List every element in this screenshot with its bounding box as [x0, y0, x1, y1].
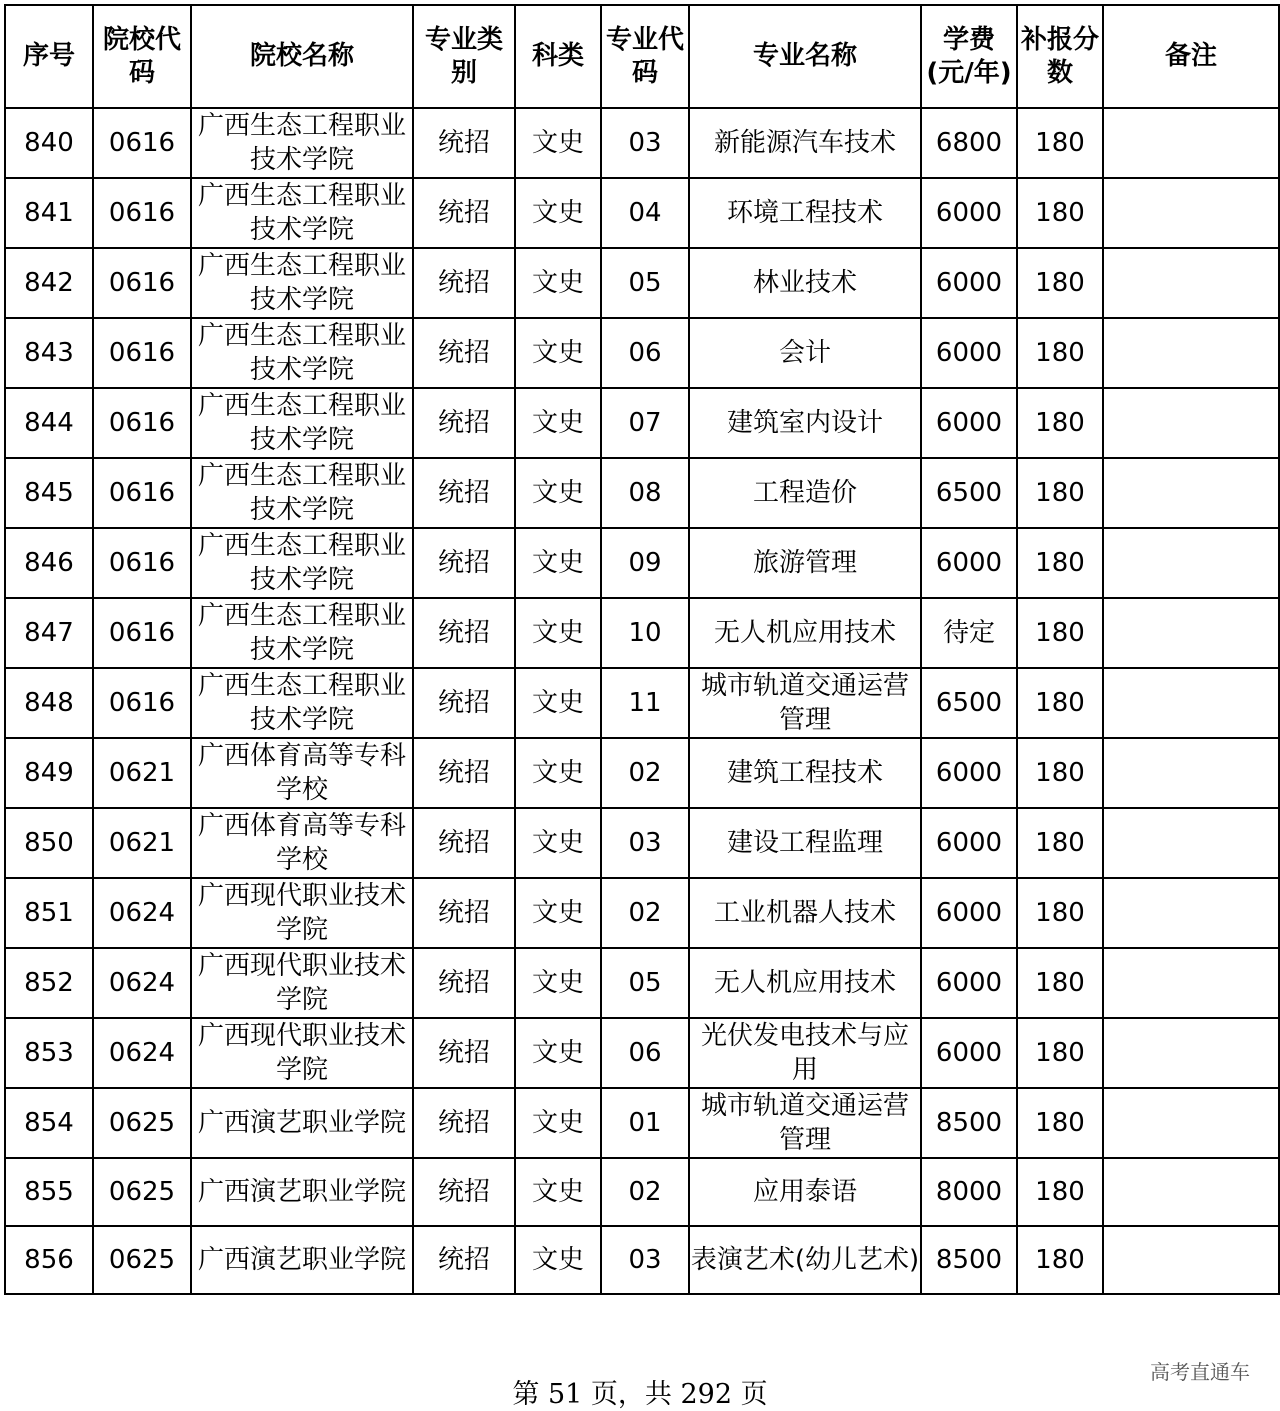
- cell-subject: 文史: [515, 318, 601, 388]
- cell-seq: 844: [5, 388, 93, 458]
- cell-score: 180: [1017, 458, 1103, 528]
- cell-tuition: 6500: [921, 668, 1017, 738]
- cell-seq: 851: [5, 878, 93, 948]
- cell-category: 统招: [413, 528, 515, 598]
- header-school-name: 院校名称: [191, 5, 413, 108]
- cell-seq: 845: [5, 458, 93, 528]
- cell-school-name: 广西现代职业技术学院: [191, 878, 413, 948]
- cell-school-code: 0616: [93, 458, 191, 528]
- cell-major-name: 林业技术: [689, 248, 921, 318]
- cell-major-code: 08: [601, 458, 689, 528]
- cell-score: 180: [1017, 528, 1103, 598]
- cell-score: 180: [1017, 738, 1103, 808]
- cell-major-code: 04: [601, 178, 689, 248]
- cell-school-name: 广西生态工程职业技术学院: [191, 108, 413, 178]
- cell-tuition: 6000: [921, 248, 1017, 318]
- cell-school-name: 广西生态工程职业技术学院: [191, 388, 413, 458]
- table-row: [5, 318, 1279, 388]
- cell-remark: [1103, 248, 1279, 318]
- cell-remark: [1103, 1226, 1279, 1294]
- cell-seq: 852: [5, 948, 93, 1018]
- cell-school-name: 广西现代职业技术学院: [191, 1018, 413, 1088]
- cell-tuition: 6800: [921, 108, 1017, 178]
- cell-school-code: 0616: [93, 248, 191, 318]
- table-row: [5, 668, 1279, 738]
- cell-tuition: 6000: [921, 878, 1017, 948]
- table-row: [5, 388, 1279, 458]
- cell-major-name: 应用泰语: [689, 1158, 921, 1226]
- header-subject: 科类: [515, 5, 601, 108]
- cell-school-name: 广西体育高等专科学校: [191, 738, 413, 808]
- table-row: [5, 1158, 1279, 1226]
- cell-subject: 文史: [515, 1226, 601, 1294]
- cell-category: 统招: [413, 318, 515, 388]
- cell-subject: 文史: [515, 1088, 601, 1158]
- cell-category: 统招: [413, 388, 515, 458]
- cell-score: 180: [1017, 948, 1103, 1018]
- cell-remark: [1103, 598, 1279, 668]
- cell-major-code: 10: [601, 598, 689, 668]
- cell-seq: 847: [5, 598, 93, 668]
- table-row: [5, 528, 1279, 598]
- cell-category: 统招: [413, 1158, 515, 1226]
- cell-category: 统招: [413, 248, 515, 318]
- cell-remark: [1103, 1088, 1279, 1158]
- cell-school-code: 0621: [93, 738, 191, 808]
- cell-school-name: 广西生态工程职业技术学院: [191, 528, 413, 598]
- cell-major-code: 02: [601, 738, 689, 808]
- cell-score: 180: [1017, 668, 1103, 738]
- cell-score: 180: [1017, 178, 1103, 248]
- cell-major-name: 无人机应用技术: [689, 948, 921, 1018]
- cell-major-code: 03: [601, 1226, 689, 1294]
- cell-category: 统招: [413, 738, 515, 808]
- table-row: [5, 878, 1279, 948]
- cell-school-name: 广西生态工程职业技术学院: [191, 248, 413, 318]
- cell-major-code: 02: [601, 878, 689, 948]
- cell-school-name: 广西演艺职业学院: [191, 1088, 413, 1158]
- cell-school-name: 广西生态工程职业技术学院: [191, 668, 413, 738]
- cell-remark: [1103, 108, 1279, 178]
- cell-school-code: 0616: [93, 108, 191, 178]
- cell-remark: [1103, 948, 1279, 1018]
- cell-score: 180: [1017, 598, 1103, 668]
- cell-seq: 843: [5, 318, 93, 388]
- cell-category: 统招: [413, 1226, 515, 1294]
- table-row: [5, 248, 1279, 318]
- cell-tuition: 6000: [921, 1018, 1017, 1088]
- cell-tuition: 6000: [921, 528, 1017, 598]
- cell-major-code: 03: [601, 108, 689, 178]
- cell-remark: [1103, 668, 1279, 738]
- cell-tuition: 6000: [921, 948, 1017, 1018]
- cell-major-code: 03: [601, 808, 689, 878]
- cell-score: 180: [1017, 1018, 1103, 1088]
- cell-tuition: 6000: [921, 388, 1017, 458]
- cell-tuition: 6000: [921, 178, 1017, 248]
- cell-category: 统招: [413, 598, 515, 668]
- cell-school-name: 广西生态工程职业技术学院: [191, 598, 413, 668]
- cell-school-name: 广西演艺职业学院: [191, 1158, 413, 1226]
- cell-school-name: 广西演艺职业学院: [191, 1226, 413, 1294]
- cell-score: 180: [1017, 388, 1103, 458]
- cell-school-name: 广西生态工程职业技术学院: [191, 458, 413, 528]
- cell-remark: [1103, 1018, 1279, 1088]
- cell-subject: 文史: [515, 108, 601, 178]
- cell-major-code: 07: [601, 388, 689, 458]
- cell-major-code: 11: [601, 668, 689, 738]
- cell-score: 180: [1017, 808, 1103, 878]
- cell-seq: 842: [5, 248, 93, 318]
- table-row: [5, 1018, 1279, 1088]
- cell-category: 统招: [413, 878, 515, 948]
- cell-school-code: 0616: [93, 318, 191, 388]
- cell-major-name: 无人机应用技术: [689, 598, 921, 668]
- cell-major-name: 会计: [689, 318, 921, 388]
- cell-tuition: 6000: [921, 318, 1017, 388]
- cell-major-code: 06: [601, 1018, 689, 1088]
- cell-major-name: 新能源汽车技术: [689, 108, 921, 178]
- header-row: [5, 5, 1279, 108]
- cell-remark: [1103, 878, 1279, 948]
- cell-major-name: 环境工程技术: [689, 178, 921, 248]
- cell-major-name: 建筑工程技术: [689, 738, 921, 808]
- cell-school-code: 0625: [93, 1158, 191, 1226]
- cell-score: 180: [1017, 1088, 1103, 1158]
- cell-school-code: 0625: [93, 1226, 191, 1294]
- cell-major-code: 09: [601, 528, 689, 598]
- cell-school-code: 0624: [93, 1018, 191, 1088]
- cell-category: 统招: [413, 178, 515, 248]
- cell-subject: 文史: [515, 248, 601, 318]
- cell-category: 统招: [413, 108, 515, 178]
- cell-major-name: 表演艺术(幼儿艺术): [689, 1226, 921, 1294]
- header-major-name: 专业名称: [689, 5, 921, 108]
- cell-school-code: 0616: [93, 598, 191, 668]
- header-school-code: 院校代码: [93, 5, 191, 108]
- cell-major-name: 光伏发电技术与应用: [689, 1018, 921, 1088]
- table-row: [5, 1226, 1279, 1294]
- cell-school-code: 0616: [93, 528, 191, 598]
- cell-category: 统招: [413, 808, 515, 878]
- table-row: [5, 1088, 1279, 1158]
- watermark: 高考直通车: [1150, 1360, 1250, 1384]
- table-row: [5, 108, 1279, 178]
- cell-tuition: 8500: [921, 1226, 1017, 1294]
- cell-school-name: 广西体育高等专科学校: [191, 808, 413, 878]
- cell-tuition: 待定: [921, 598, 1017, 668]
- cell-remark: [1103, 1158, 1279, 1226]
- cell-remark: [1103, 738, 1279, 808]
- table-row: [5, 598, 1279, 668]
- cell-major-code: 05: [601, 948, 689, 1018]
- cell-subject: 文史: [515, 458, 601, 528]
- cell-major-name: 建设工程监理: [689, 808, 921, 878]
- cell-subject: 文史: [515, 528, 601, 598]
- cell-school-code: 0621: [93, 808, 191, 878]
- cell-school-code: 0616: [93, 388, 191, 458]
- cell-seq: 853: [5, 1018, 93, 1088]
- cell-score: 180: [1017, 878, 1103, 948]
- table-row: [5, 808, 1279, 878]
- cell-major-name: 建筑室内设计: [689, 388, 921, 458]
- cell-category: 统招: [413, 458, 515, 528]
- header-tuition: 学费(元/年): [921, 5, 1017, 108]
- cell-subject: 文史: [515, 1158, 601, 1226]
- cell-major-code: 06: [601, 318, 689, 388]
- cell-remark: [1103, 458, 1279, 528]
- table-row: [5, 738, 1279, 808]
- cell-seq: 855: [5, 1158, 93, 1226]
- cell-category: 统招: [413, 948, 515, 1018]
- cell-school-name: 广西现代职业技术学院: [191, 948, 413, 1018]
- cell-major-name: 城市轨道交通运营管理: [689, 668, 921, 738]
- cell-subject: 文史: [515, 1018, 601, 1088]
- cell-seq: 856: [5, 1226, 93, 1294]
- cell-school-code: 0624: [93, 948, 191, 1018]
- cell-tuition: 6000: [921, 738, 1017, 808]
- cell-score: 180: [1017, 318, 1103, 388]
- cell-major-name: 旅游管理: [689, 528, 921, 598]
- header-score: 补报分数: [1017, 5, 1103, 108]
- table-row: [5, 178, 1279, 248]
- cell-major-name: 城市轨道交通运营管理: [689, 1088, 921, 1158]
- cell-remark: [1103, 178, 1279, 248]
- cell-tuition: 6000: [921, 808, 1017, 878]
- cell-subject: 文史: [515, 808, 601, 878]
- cell-subject: 文史: [515, 948, 601, 1018]
- cell-major-code: 01: [601, 1088, 689, 1158]
- cell-school-code: 0624: [93, 878, 191, 948]
- cell-subject: 文史: [515, 598, 601, 668]
- cell-seq: 849: [5, 738, 93, 808]
- table-row: [5, 458, 1279, 528]
- header-category: 专业类别: [413, 5, 515, 108]
- cell-school-name: 广西生态工程职业技术学院: [191, 178, 413, 248]
- cell-seq: 840: [5, 108, 93, 178]
- cell-seq: 846: [5, 528, 93, 598]
- cell-subject: 文史: [515, 738, 601, 808]
- cell-major-name: 工程造价: [689, 458, 921, 528]
- cell-category: 统招: [413, 1088, 515, 1158]
- cell-subject: 文史: [515, 388, 601, 458]
- cell-seq: 841: [5, 178, 93, 248]
- cell-score: 180: [1017, 1226, 1103, 1294]
- cell-major-name: 工业机器人技术: [689, 878, 921, 948]
- cell-seq: 854: [5, 1088, 93, 1158]
- cell-score: 180: [1017, 248, 1103, 318]
- cell-school-code: 0616: [93, 178, 191, 248]
- admission-table: [4, 4, 1280, 1295]
- cell-tuition: 8000: [921, 1158, 1017, 1226]
- table-body: [5, 108, 1279, 1294]
- cell-remark: [1103, 318, 1279, 388]
- page-footer: 第 51 页，共 292 页: [512, 1379, 768, 1410]
- table-row: [5, 948, 1279, 1018]
- header-remark: 备注: [1103, 5, 1279, 108]
- cell-tuition: 6500: [921, 458, 1017, 528]
- cell-major-code: 05: [601, 248, 689, 318]
- cell-subject: 文史: [515, 878, 601, 948]
- cell-tuition: 8500: [921, 1088, 1017, 1158]
- cell-score: 180: [1017, 1158, 1103, 1226]
- cell-remark: [1103, 528, 1279, 598]
- cell-major-code: 02: [601, 1158, 689, 1226]
- cell-school-code: 0616: [93, 668, 191, 738]
- cell-category: 统招: [413, 668, 515, 738]
- header-seq: 序号: [5, 5, 93, 108]
- cell-remark: [1103, 808, 1279, 878]
- cell-subject: 文史: [515, 668, 601, 738]
- header-major-code: 专业代码: [601, 5, 689, 108]
- cell-school-code: 0625: [93, 1088, 191, 1158]
- cell-school-name: 广西生态工程职业技术学院: [191, 318, 413, 388]
- cell-seq: 848: [5, 668, 93, 738]
- cell-seq: 850: [5, 808, 93, 878]
- cell-remark: [1103, 388, 1279, 458]
- cell-score: 180: [1017, 108, 1103, 178]
- cell-subject: 文史: [515, 178, 601, 248]
- cell-category: 统招: [413, 1018, 515, 1088]
